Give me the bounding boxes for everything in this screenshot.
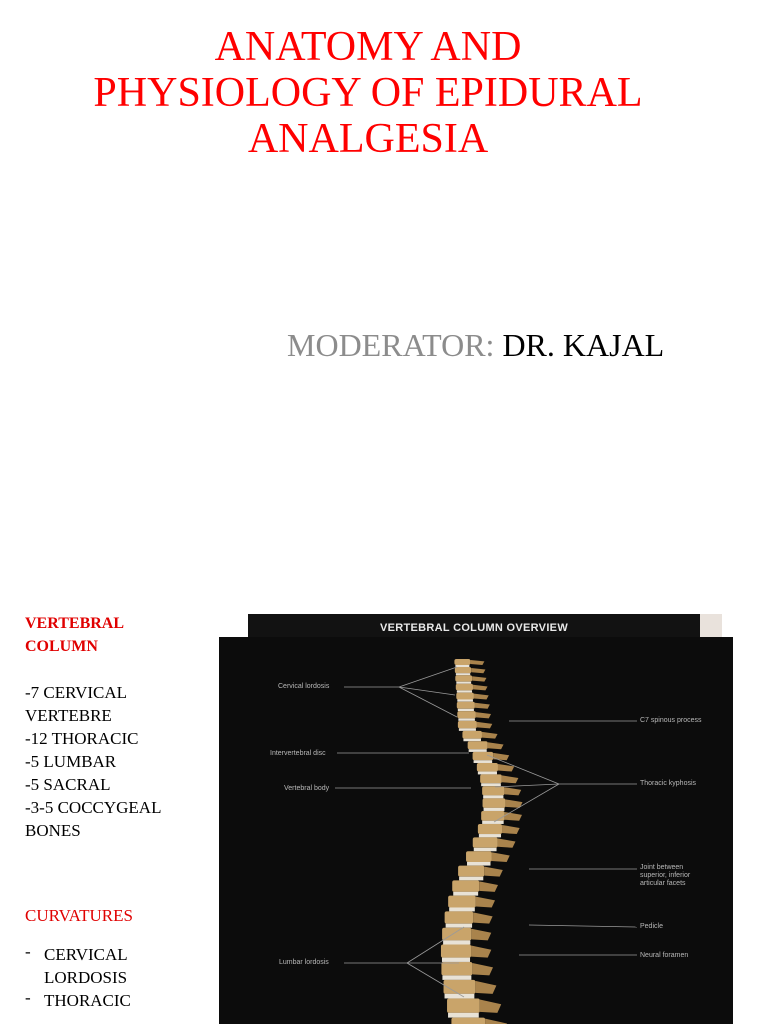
vertebra-28 bbox=[451, 1018, 485, 1024]
curvature-text: CERVICAL bbox=[44, 945, 128, 964]
spinous-process-21 bbox=[476, 897, 495, 908]
spinous-process-6 bbox=[476, 712, 491, 718]
curvature-text: LORDOSIS bbox=[44, 968, 128, 987]
list-item: VERTEBRE bbox=[25, 706, 112, 725]
label-facet-joint-3: articular facets bbox=[640, 880, 686, 887]
spinous-process-17 bbox=[498, 838, 516, 847]
vertebra-15 bbox=[481, 811, 504, 821]
vertebral-column-heading bbox=[25, 612, 210, 658]
vertebra-13 bbox=[482, 786, 504, 795]
vertebral-column-notes bbox=[25, 612, 210, 1012]
vertebra-14 bbox=[483, 798, 506, 807]
spinous-process-20 bbox=[479, 881, 498, 891]
spinous-process-18 bbox=[492, 852, 510, 862]
leader-line-1 bbox=[399, 667, 457, 687]
disc-10 bbox=[474, 760, 493, 763]
vertebra-8 bbox=[462, 731, 482, 739]
vertebral-column-drawing bbox=[441, 659, 523, 1024]
list-item: -5 LUMBAR bbox=[25, 752, 117, 771]
vertebra-count-list bbox=[25, 681, 210, 842]
bullet-dash: - bbox=[25, 942, 31, 961]
title-line-2: PHYSIOLOGY OF EPIDURAL bbox=[93, 70, 643, 116]
title-line-1: ANATOMY AND bbox=[214, 24, 522, 70]
disc-19 bbox=[459, 877, 483, 881]
spinous-process-9 bbox=[488, 742, 504, 749]
title-line-3: ANALGESIA bbox=[247, 116, 489, 162]
disc-14 bbox=[484, 808, 505, 811]
disc-0 bbox=[455, 665, 469, 667]
spinous-process-15 bbox=[505, 812, 522, 821]
disc-6 bbox=[458, 718, 475, 720]
spinous-process-0 bbox=[470, 660, 484, 665]
spinous-process-2 bbox=[472, 676, 486, 681]
label-thoracic-kyphosis: Thoracic kyphosis bbox=[640, 780, 697, 787]
spinous-process-13 bbox=[504, 787, 521, 795]
disc-16 bbox=[479, 834, 501, 837]
vertebra-7 bbox=[458, 721, 477, 729]
list-item: BONES bbox=[25, 821, 81, 840]
vertebra-5 bbox=[457, 702, 475, 709]
label-pedicle: Pedicle bbox=[640, 923, 663, 930]
curvature-text: THORACIC bbox=[44, 991, 131, 1010]
disc-24 bbox=[442, 958, 470, 962]
spinous-process-27 bbox=[480, 999, 501, 1012]
label-neural-foramen: Neural foramen bbox=[640, 952, 689, 959]
list-item: -7 CERVICAL bbox=[25, 683, 128, 702]
heading-line-2: COLUMN bbox=[25, 638, 98, 655]
spinous-process-3 bbox=[473, 685, 488, 691]
disc-20 bbox=[453, 892, 478, 896]
vertebra-16 bbox=[478, 824, 502, 834]
moderator-line bbox=[287, 326, 664, 364]
spinous-process-16 bbox=[502, 825, 520, 834]
spinous-process-10 bbox=[493, 753, 509, 760]
label-intervertebral-disc: Intervertebral disc bbox=[270, 750, 326, 757]
disc-17 bbox=[474, 848, 497, 851]
spinous-process-19 bbox=[484, 867, 503, 877]
vertebra-11 bbox=[477, 763, 498, 772]
spinous-process-24 bbox=[471, 946, 491, 958]
disc-8 bbox=[463, 739, 481, 742]
disc-2 bbox=[456, 682, 471, 684]
disc-11 bbox=[478, 772, 497, 775]
curvatures-heading: CURVATURES bbox=[25, 906, 133, 925]
spinous-process-1 bbox=[471, 668, 485, 673]
bullet-dash: - bbox=[25, 988, 31, 1007]
vertebra-1 bbox=[455, 667, 471, 673]
spinous-process-12 bbox=[502, 775, 519, 783]
spinous-process-4 bbox=[474, 694, 489, 700]
heading-line-1: VERTEBRAL bbox=[25, 615, 125, 632]
disc-1 bbox=[456, 673, 470, 675]
label-facet-joint-1: Joint between bbox=[640, 864, 684, 871]
spinous-process-22 bbox=[473, 912, 493, 923]
list-item bbox=[25, 943, 210, 989]
vertebra-17 bbox=[473, 837, 498, 847]
disc-21 bbox=[449, 907, 475, 911]
disc-9 bbox=[469, 749, 487, 752]
disc-12 bbox=[481, 783, 501, 786]
list-item: -5 SACRAL bbox=[25, 775, 111, 794]
list-item: -12 THORACIC bbox=[25, 729, 139, 748]
vertebra-27 bbox=[447, 998, 480, 1012]
vertebra-24 bbox=[441, 945, 471, 958]
vertebra-0 bbox=[454, 659, 470, 665]
vertebra-25 bbox=[441, 962, 472, 975]
vertebra-9 bbox=[468, 741, 488, 749]
disc-4 bbox=[457, 699, 473, 701]
disc-18 bbox=[467, 862, 490, 866]
disc-15 bbox=[482, 821, 503, 824]
disc-27 bbox=[448, 1013, 479, 1018]
label-lumbar-lordosis: Lumbar lordosis bbox=[279, 959, 329, 966]
vertebra-20 bbox=[452, 880, 479, 891]
leader-line-12 bbox=[529, 925, 637, 927]
vertebra-6 bbox=[457, 711, 476, 718]
disc-13 bbox=[483, 795, 503, 798]
vertebra-22 bbox=[445, 911, 473, 923]
vertebra-3 bbox=[456, 684, 473, 691]
vertebra-12 bbox=[480, 774, 502, 783]
list-item bbox=[25, 989, 210, 1012]
disc-3 bbox=[457, 690, 472, 692]
disc-22 bbox=[446, 924, 472, 928]
vertebra-18 bbox=[466, 851, 491, 862]
vertebra-21 bbox=[448, 896, 476, 908]
label-facet-joint-2: superior, inferior bbox=[640, 872, 691, 879]
figure-title: VERTEBRAL COLUMN OVERVIEW bbox=[380, 622, 568, 634]
curvatures-list bbox=[25, 943, 210, 1012]
label-vertebral-body: Vertebral body bbox=[284, 785, 330, 792]
disc-23 bbox=[443, 940, 470, 944]
list-item: -3-5 COCCYGEAL bbox=[25, 798, 162, 817]
spinous-process-25 bbox=[472, 963, 493, 975]
spinous-process-28 bbox=[485, 1019, 507, 1024]
label-c7-spinous-process: C7 spinous process bbox=[640, 717, 702, 724]
spinous-process-23 bbox=[471, 929, 491, 941]
disc-5 bbox=[458, 709, 474, 711]
spinous-process-8 bbox=[482, 732, 498, 739]
label-cervical-lordosis: Cervical lordosis bbox=[278, 683, 330, 690]
slide-title bbox=[0, 24, 736, 162]
leader-line-9 bbox=[495, 784, 559, 787]
disc-7 bbox=[459, 728, 476, 731]
moderator-name: DR. KAJAL bbox=[502, 327, 665, 363]
vertebra-4 bbox=[456, 693, 474, 700]
vertebra-19 bbox=[458, 866, 484, 877]
moderator-label: MODERATOR: bbox=[287, 327, 495, 363]
spinous-process-7 bbox=[477, 722, 492, 729]
vertebra-26 bbox=[444, 980, 476, 994]
spinous-process-5 bbox=[475, 703, 490, 709]
spinous-process-26 bbox=[475, 981, 496, 994]
vertebra-2 bbox=[455, 675, 472, 681]
disc-25 bbox=[442, 975, 471, 979]
